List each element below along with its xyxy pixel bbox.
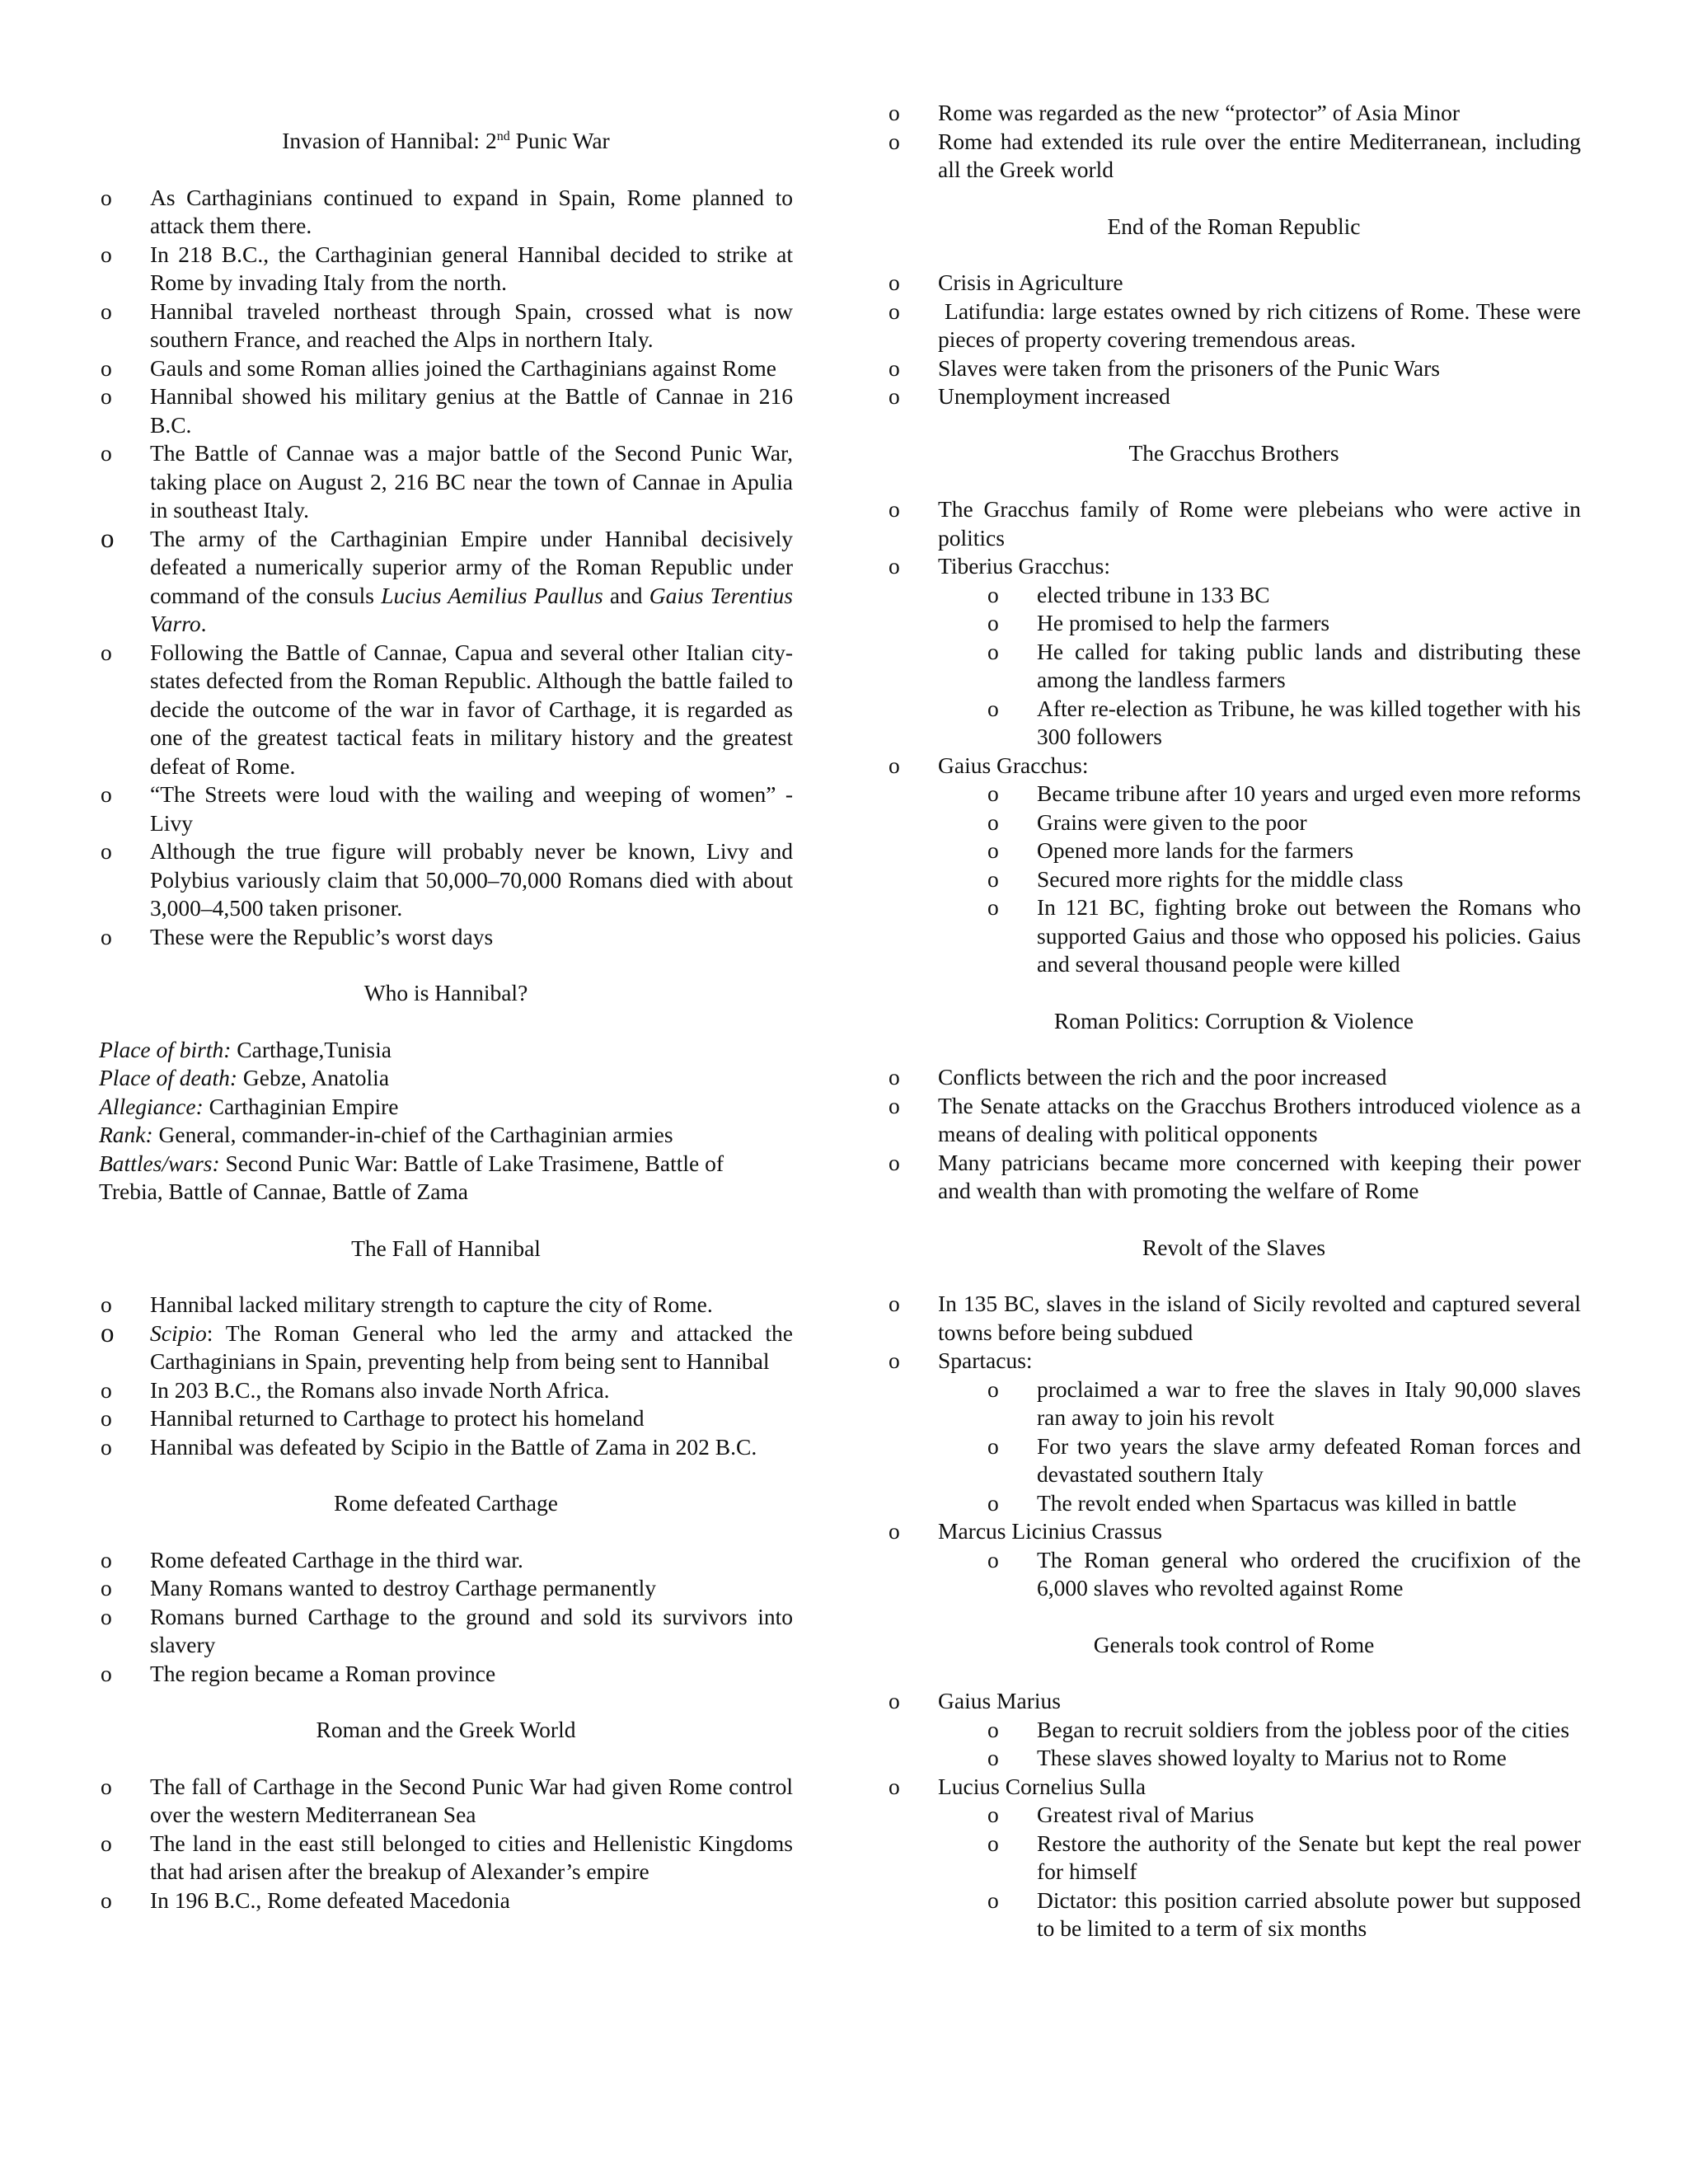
- bullet-marker: o: [987, 1432, 999, 1459]
- fact-label: Rank:: [99, 1122, 153, 1147]
- fact-death: [99, 1064, 793, 1093]
- heading-gracchus-brothers: The Gracchus Brothers: [1128, 439, 1339, 466]
- bullet-marker: o: [101, 354, 112, 381]
- army-text: The army of the Carthaginian Empire under Hannibal decisively defeated a numerically superior army of the Roman Republic under command of the consuls: [150, 525, 793, 608]
- bullet-marker: o: [987, 780, 999, 806]
- list-item-text: Rome defeated Carthage in the third war.: [150, 1546, 523, 1572]
- list-item-text: The region became a Roman province: [150, 1660, 496, 1686]
- bullet-marker: o: [889, 1092, 900, 1118]
- list-item-text: [150, 1319, 793, 1376]
- sublist-item: [986, 893, 1581, 979]
- consul-varro: Gaius Terentius Varro: [150, 582, 793, 636]
- list-item: [99, 1574, 793, 1603]
- heading-roman-politics: Roman Politics: Corruption & Violence: [1053, 1007, 1414, 1033]
- sublist-item: [986, 865, 1581, 894]
- bullet-marker: o: [889, 752, 900, 778]
- bullet-marker: o: [889, 496, 900, 522]
- list-item-text: He called for taking public lands and distributing these among the landless farmers: [1037, 638, 1581, 692]
- list-item-text: Conflicts between the rich and the poor increased: [938, 1064, 1387, 1090]
- army-text-and: and: [603, 582, 649, 608]
- list-item-text: elected tribune in 133 BC: [1037, 581, 1270, 607]
- bullet-marker: o: [889, 128, 900, 154]
- sublist-item: [986, 1489, 1581, 1518]
- list-item-text: Restore the authority of the Senate but kept the real power for himself: [1037, 1830, 1581, 1884]
- fact-label: Place of death:: [99, 1065, 237, 1090]
- sublist-item: [986, 638, 1581, 695]
- list-item: [887, 1347, 1581, 1376]
- bullet-marker: o: [889, 553, 900, 579]
- list-item-text: Gaius Marius: [938, 1688, 1061, 1713]
- bullet-marker: o: [889, 1518, 900, 1544]
- list-item-text: Hannibal lacked military strength to capture the city of Rome.: [150, 1291, 713, 1317]
- consul-paullus: Lucius Aemilius Paullus: [381, 582, 603, 608]
- list-item-text: Grains were given to the poor: [1037, 808, 1307, 835]
- list-item-text: Gauls and some Roman allies joined the Carthaginians against Rome: [150, 354, 776, 381]
- bullet-marker: o: [987, 638, 999, 664]
- sublist-item: [986, 1801, 1581, 1830]
- bullet-marker: o: [101, 1575, 112, 1601]
- sublist-item: [986, 1886, 1581, 1943]
- bullet-marker: o: [101, 440, 112, 466]
- bullet-marker: o: [101, 838, 112, 864]
- list-item: [887, 552, 1581, 581]
- roman-greek-world-list: [99, 1773, 793, 1915]
- list-item-text: Dictator: this position carried absolute power but supposed to be limited to a term of six months: [1037, 1886, 1581, 1941]
- bullet-marker: o: [101, 383, 112, 409]
- bullet-marker: o: [987, 1546, 999, 1572]
- crassus-sublist: [887, 1546, 1581, 1603]
- list-item: [99, 837, 793, 923]
- list-item: [99, 1660, 793, 1689]
- list-item-text: The fall of Carthage in the Second Punic War had given Rome control over the western Mediterranean Sea: [150, 1773, 793, 1827]
- list-item-text: The Senate attacks on the Gracchus Brothers introduced violence as a means of dealing with political opponents: [938, 1092, 1581, 1146]
- bullet-marker: o: [987, 1745, 999, 1770]
- list-item: [887, 354, 1581, 383]
- sulla-sublist: [887, 1801, 1581, 1943]
- politics-list: [887, 1063, 1581, 1206]
- heading-fall-of-hannibal: The Fall of Hannibal: [351, 1235, 541, 1261]
- heading-superscript: nd: [496, 129, 510, 143]
- bullet-marker: o: [101, 1603, 112, 1629]
- list-item-text: Rome was regarded as the new “protector” of Asia Minor: [938, 100, 1461, 125]
- list-item: [99, 923, 793, 952]
- list-item: [99, 780, 793, 837]
- list-item: [887, 1149, 1581, 1206]
- heading-rome-defeated-carthage: Rome defeated Carthage: [334, 1490, 558, 1516]
- fact-label: Place of birth:: [99, 1036, 232, 1062]
- bullet-marker: o: [987, 808, 999, 835]
- list-item-text: In 135 BC, slaves in the island of Sicily revolted and captured several towns before being subdued: [938, 1291, 1581, 1345]
- heading-end-of-republic: End of the Roman Republic: [1107, 213, 1361, 239]
- bullet-marker: o: [889, 1149, 900, 1175]
- list-item-text: Lucius Cornelius Sulla: [938, 1773, 1146, 1799]
- fact-value: Second Punic War: Battle of Lake Trasimene, Battle of Trebia, Battle of Cannae, Battle of Zama: [99, 1150, 724, 1204]
- fact-allegiance: [99, 1093, 793, 1122]
- list-item: [887, 382, 1581, 411]
- slaves-revolt-list: [887, 1290, 1581, 1603]
- end-of-republic-list: [887, 269, 1587, 411]
- gaius-sublist: [887, 780, 1581, 979]
- list-item-text: proclaimed a war to free the slaves in Italy 90,000 slaves ran away to join his revolt: [1037, 1376, 1581, 1430]
- bullet-marker: o: [987, 1886, 999, 1913]
- list-item-text: Unemployment increased: [938, 383, 1170, 409]
- fact-label: Battles/wars:: [99, 1150, 220, 1176]
- fact-value: Carthaginian Empire: [203, 1093, 399, 1119]
- spartacus-sublist: [887, 1376, 1581, 1518]
- list-item: [887, 298, 1587, 354]
- bullet-marker: o: [101, 1433, 112, 1460]
- fact-value: Gebze, Anatolia: [237, 1065, 390, 1090]
- sublist-item: [986, 808, 1581, 837]
- right-column: [887, 99, 1587, 1943]
- bullet-marker: o: [101, 1773, 112, 1799]
- hannibal-facts: [99, 1036, 793, 1207]
- scipio-text: : The Roman General who led the army and attacked the Carthaginians in Spain, preventing help from being sent to Hannibal: [150, 1319, 793, 1374]
- list-item: [887, 269, 1581, 298]
- list-item-text: Hannibal was defeated by Scipio in the Battle of Zama in 202 B.C.: [150, 1433, 757, 1460]
- bullet-marker: o: [889, 269, 900, 295]
- bullet-marker: o: [101, 523, 115, 554]
- list-item-text: The land in the east still belonged to cities and Hellenistic Kingdoms that had arisen after the breakup of Alexander’s empire: [150, 1830, 793, 1884]
- fact-battles: [99, 1150, 793, 1207]
- list-item-text: In 218 B.C., the Carthaginian general Hannibal decided to strike at Rome by invading Italy from the north.: [150, 241, 793, 295]
- list-item: [887, 1290, 1581, 1347]
- bullet-marker: o: [987, 1716, 999, 1742]
- list-item-text: Secured more rights for the middle class: [1037, 865, 1404, 892]
- list-item: [887, 1063, 1581, 1092]
- sublist-item: [986, 1546, 1581, 1603]
- list-item: [99, 354, 793, 383]
- bullet-marker: o: [987, 894, 999, 920]
- bullet-marker: o: [889, 383, 900, 409]
- hannibal-invasion-list: [99, 184, 793, 952]
- list-item-text: Marcus Licinius Crassus: [938, 1518, 1162, 1544]
- marius-sublist: [887, 1716, 1581, 1773]
- list-item: [99, 1291, 793, 1319]
- list-item: [99, 1433, 793, 1462]
- bullet-marker: o: [101, 298, 112, 324]
- list-item: [887, 1092, 1581, 1149]
- sublist-item: [986, 1432, 1581, 1489]
- list-item-text: Latifundia: large estates owned by rich citizens of Rome. These were pieces of property covering tremendous areas.: [938, 298, 1587, 352]
- bullet-marker: o: [987, 695, 999, 721]
- bullet-marker: o: [889, 1773, 900, 1799]
- bullet-marker: o: [101, 1546, 112, 1572]
- bullet-marker: o: [889, 298, 900, 324]
- heading-hannibal-invasion: [99, 127, 793, 156]
- sublist-item: [986, 1716, 1581, 1745]
- list-item: [99, 1773, 793, 1830]
- bullet-marker: o: [987, 1802, 999, 1827]
- list-item: [99, 298, 793, 354]
- bullet-marker: o: [101, 781, 112, 807]
- rome-defeated-carthage-list: [99, 1546, 793, 1689]
- bullet-marker: o: [889, 1291, 900, 1316]
- sublist-item: [986, 695, 1581, 752]
- list-item: [887, 495, 1581, 552]
- bullet-marker: o: [101, 1405, 112, 1431]
- bullet-marker: o: [889, 354, 900, 381]
- list-item-text: For two years the slave army defeated Roman forces and devastated southern Italy: [1037, 1432, 1581, 1487]
- bullet-marker: o: [889, 1688, 900, 1713]
- list-item-text: Slaves were taken from the prisoners of the Punic Wars: [938, 354, 1440, 381]
- list-item-text: Began to recruit soldiers from the jobless poor of the cities: [1037, 1716, 1570, 1742]
- list-item-scipio: [99, 1319, 793, 1376]
- list-item-text: Following the Battle of Cannae, Capua and several other Italian city-states defected from the Roman Republic. Although the battle failed to decide the outcome of the war in favor of Carthage, it is regarded as one of the greatest tactical feats in military history and the greatest defeat of Rome.: [150, 639, 793, 779]
- list-item: [887, 1517, 1581, 1546]
- list-item: [99, 241, 793, 298]
- list-item-text: Hannibal returned to Carthage to protect his homeland: [150, 1405, 645, 1431]
- bullet-marker: o: [987, 1376, 999, 1402]
- sublist-item: [986, 837, 1581, 865]
- fall-of-hannibal-list: [99, 1291, 793, 1461]
- list-item-text: Rome had extended its rule over the entire Mediterranean, including all the Greek world: [938, 128, 1581, 182]
- bullet-marker: o: [987, 1489, 999, 1516]
- bullet-marker: o: [889, 1347, 900, 1373]
- tiberius-sublist: [887, 581, 1581, 752]
- fact-value: General, commander-in-chief of the Carthaginian armies: [152, 1122, 673, 1147]
- bullet-marker: o: [987, 1830, 999, 1856]
- heading-roman-greek-world: Roman and the Greek World: [316, 1717, 576, 1742]
- list-item: [99, 1830, 793, 1886]
- bullet-marker: o: [889, 100, 900, 125]
- list-item: [99, 439, 793, 525]
- generals-list: [887, 1687, 1581, 1943]
- list-item-army: [99, 525, 793, 639]
- bullet-marker: o: [101, 639, 112, 665]
- sublist-item: [986, 1744, 1581, 1773]
- list-item-text: Hannibal showed his military genius at the Battle of Cannae in 216 B.C.: [150, 383, 793, 438]
- list-item-text: The Roman general who ordered the crucifixion of the 6,000 slaves who revolted against Rome: [1037, 1546, 1581, 1601]
- list-item: [99, 1404, 793, 1433]
- army-text-end: .: [200, 611, 207, 636]
- list-item-text: In 203 B.C., the Romans also invade North Africa.: [150, 1376, 610, 1403]
- list-item-text: Spartacus:: [938, 1347, 1033, 1373]
- list-item-text: Hannibal traveled northeast through Spain, crossed what is now southern France, and reached the Alps in northern Italy.: [150, 298, 793, 352]
- list-item-text: [150, 525, 793, 639]
- list-item-text: In 196 B.C., Rome defeated Macedonia: [150, 1886, 510, 1913]
- list-item-text: The Gracchus family of Rome were plebeians who were active in politics: [938, 496, 1581, 551]
- list-item-text: These were the Republic’s worst days: [150, 923, 494, 949]
- gracchus-list: [887, 495, 1581, 979]
- list-item-text: The Battle of Cannae was a major battle of the Second Punic War, taking place on August 2, 216 BC near the town of Cannae in Apulia in southeast Italy.: [150, 440, 793, 523]
- list-item-text: These slaves showed loyalty to Marius not to Rome: [1037, 1745, 1507, 1770]
- bullet-marker: o: [987, 581, 999, 607]
- list-item: [99, 1376, 793, 1405]
- bullet-marker: o: [101, 1886, 112, 1913]
- list-item: [99, 639, 793, 781]
- fact-label: Allegiance:: [99, 1093, 204, 1119]
- list-item-text: The revolt ended when Spartacus was killed in battle: [1037, 1489, 1517, 1516]
- bullet-marker: o: [987, 837, 999, 863]
- list-item: [99, 1546, 793, 1575]
- sublist-item: [986, 780, 1581, 808]
- list-item: [887, 99, 1581, 128]
- bullet-marker: o: [101, 1291, 112, 1317]
- fact-rank: [99, 1121, 793, 1150]
- list-item: [99, 1603, 793, 1660]
- list-item: [99, 1886, 793, 1915]
- list-item-text: After re-election as Tribune, he was killed together with his 300 followers: [1037, 695, 1581, 749]
- list-item-text: Gaius Gracchus:: [938, 752, 1089, 778]
- bullet-marker: o: [889, 1064, 900, 1090]
- bullet-marker: o: [101, 1830, 112, 1856]
- list-item-text: Many Romans wanted to destroy Carthage permanently: [150, 1575, 657, 1601]
- heading-text-end: Punic War: [509, 128, 610, 153]
- bullet-marker: o: [101, 184, 112, 210]
- list-item: [99, 184, 793, 241]
- list-item-text: In 121 BC, fighting broke out between the Romans who supported Gaius and those who opposed his policies. Gaius and several thousand people were killed: [1037, 894, 1581, 977]
- bullet-marker: o: [101, 1318, 115, 1348]
- sublist-item: [986, 581, 1581, 610]
- sublist-item: [986, 1376, 1581, 1432]
- list-item-text: Became tribune after 10 years and urged even more reforms: [1037, 780, 1581, 806]
- heading-revolt-of-slaves: Revolt of the Slaves: [1142, 1234, 1326, 1260]
- bullet-marker: o: [101, 1660, 112, 1686]
- list-item-text: Tiberius Gracchus:: [938, 553, 1111, 579]
- heading-text: Invasion of Hannibal: 2: [282, 128, 497, 153]
- list-item-text: As Carthaginians continued to expand in Spain, Rome planned to attack them there.: [150, 184, 793, 238]
- list-item-text: Romans burned Carthage to the ground and sold its survivors into slavery: [150, 1603, 793, 1657]
- list-item-text: “The Streets were loud with the wailing and weeping of women” - Livy: [150, 781, 793, 836]
- list-item-text: Many patricians became more concerned with keeping their power and wealth than with promoting the welfare of Rome: [938, 1149, 1581, 1203]
- list-item: [887, 128, 1581, 185]
- list-item-text: Opened more lands for the farmers: [1037, 837, 1354, 863]
- left-column: [99, 99, 793, 1915]
- list-item: [887, 1773, 1581, 1802]
- sublist-item: [986, 609, 1581, 638]
- fact-birth: [99, 1036, 793, 1065]
- list-item-text: Crisis in Agriculture: [938, 269, 1123, 295]
- list-item: [99, 382, 793, 439]
- list-item-text: Greatest rival of Marius: [1037, 1802, 1254, 1827]
- greek-world-continued-list: [887, 99, 1581, 185]
- list-item-text: He promised to help the farmers: [1037, 610, 1330, 635]
- list-item: [887, 1687, 1581, 1716]
- heading-who-is-hannibal: Who is Hannibal?: [363, 980, 528, 1005]
- sublist-item: [986, 1830, 1581, 1886]
- list-item-text: Although the true figure will probably never be known, Livy and Polybius variously claim that 50,000–70,000 Romans died with about 3,000–4,500 taken prisoner.: [150, 838, 793, 921]
- bullet-marker: o: [987, 865, 999, 892]
- bullet-marker: o: [101, 1376, 112, 1403]
- heading-generals: Generals took control of Rome: [1093, 1631, 1375, 1657]
- scipio-label: Scipio: [150, 1319, 207, 1346]
- fact-value: Carthage,Tunisia: [231, 1036, 392, 1062]
- bullet-marker: o: [987, 610, 999, 635]
- bullet-marker: o: [101, 241, 112, 267]
- bullet-marker: o: [101, 923, 112, 949]
- list-item: [887, 752, 1581, 780]
